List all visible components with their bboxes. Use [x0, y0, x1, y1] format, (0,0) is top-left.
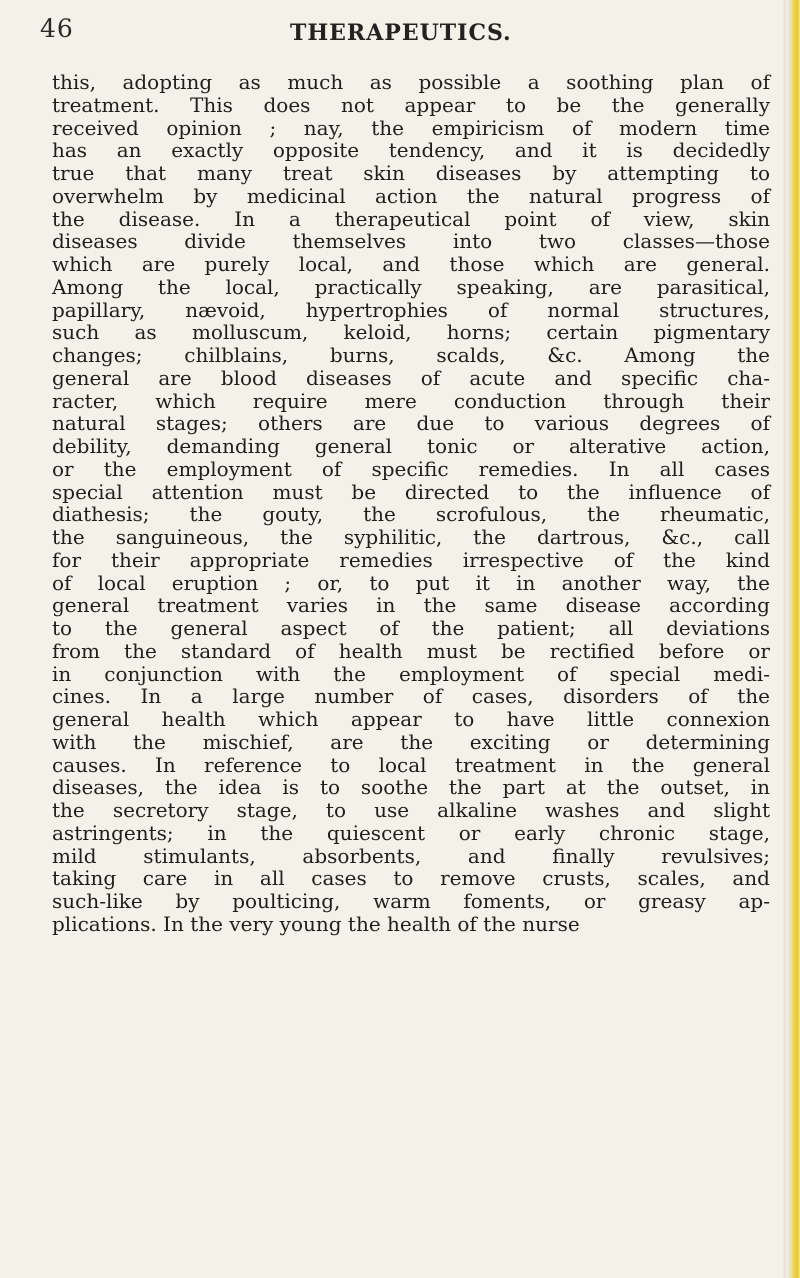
text-line: overwhelm by medicinal action the natural progress of	[52, 183, 770, 208]
running-head: THERAPEUTICS.	[290, 20, 512, 46]
text-line: general are blood diseases of acute and specific cha-	[52, 365, 770, 390]
text-line: special attention must be directed to the influence of	[52, 479, 770, 504]
text-line: cines. In a large number of cases, disorders of the	[52, 684, 770, 709]
text-line: Among the local, practically speaking, are parasitical,	[52, 274, 770, 299]
text-line: general health which appear to have little connexion	[52, 707, 770, 731]
text-line: diseases, the idea is to soothe the part at the outset, in	[52, 775, 770, 800]
text-line: mild stimulants, absorbents, and finally revulsives;	[52, 843, 770, 868]
text-line: of local eruption ; or, to put it in another way, the	[52, 570, 770, 595]
text-line: changes; chilblains, burns, scalds, &c. Among the	[52, 343, 770, 367]
text-line: in conjunction with the employment of special medi-	[52, 661, 770, 686]
text-line: has an exactly opposite tendency, and it is decidedly	[52, 138, 770, 163]
text-line: causes. In reference to local treatment in the general	[52, 752, 770, 777]
text-line: or the employment of specific remedies. In all cases	[52, 456, 770, 481]
text-line: this, adopting as much as possible a soothing plan of	[52, 70, 770, 94]
text-line: natural stages; others are due to various degrees of	[52, 411, 770, 436]
text-line: true that many treat skin diseases by attempting to	[52, 161, 770, 185]
text-line: plications. In the very young the health of the nurse	[52, 911, 580, 936]
text-line: from the standard of health must be rectified before or	[52, 638, 770, 663]
text-line: such as molluscum, keloid, horns; certain pigmentary	[52, 320, 770, 345]
text-line: racter, which require mere conduction through their	[52, 388, 770, 413]
text-line: diathesis; the gouty, the scrofulous, the rheumatic,	[52, 502, 770, 527]
text-line: received opinion ; nay, the empiricism of modern time	[52, 115, 770, 140]
text-line: the secretory stage, to use alkaline washes and slight	[52, 798, 770, 822]
text-line: papillary, nævoid, hypertrophies of normal structures,	[52, 297, 770, 322]
text-line: general treatment varies in the same disease according	[52, 593, 770, 618]
body-paragraph	[52, 71, 770, 936]
text-line: diseases divide themselves into two classes—those	[52, 229, 770, 254]
text-line: such-like by poulticing, warm foments, or greasy ap-	[52, 889, 770, 913]
text-line: astringents; in the quiescent or early chronic stage,	[52, 820, 770, 845]
text-line: to the general aspect of the patient; all deviations	[52, 616, 770, 640]
text-line: taking care in all cases to remove crusts, scales, and	[52, 866, 770, 891]
text-line: with the mischief, are the exciting or determining	[52, 729, 770, 754]
page-edge-strip	[786, 0, 800, 1278]
text-line: the sanguineous, the syphilitic, the dartrous, &c., call	[52, 525, 770, 549]
text-line: which are purely local, and those which are general.	[52, 252, 770, 276]
text-line: the disease. In a therapeutical point of view, skin	[52, 206, 770, 231]
text-line: treatment. This does not appear to be the generally	[52, 92, 770, 117]
page-number: 46	[40, 14, 74, 43]
text-line: debility, demanding general tonic or alterative action,	[52, 434, 770, 458]
text-line: for their appropriate remedies irrespective of the kind	[52, 547, 770, 572]
